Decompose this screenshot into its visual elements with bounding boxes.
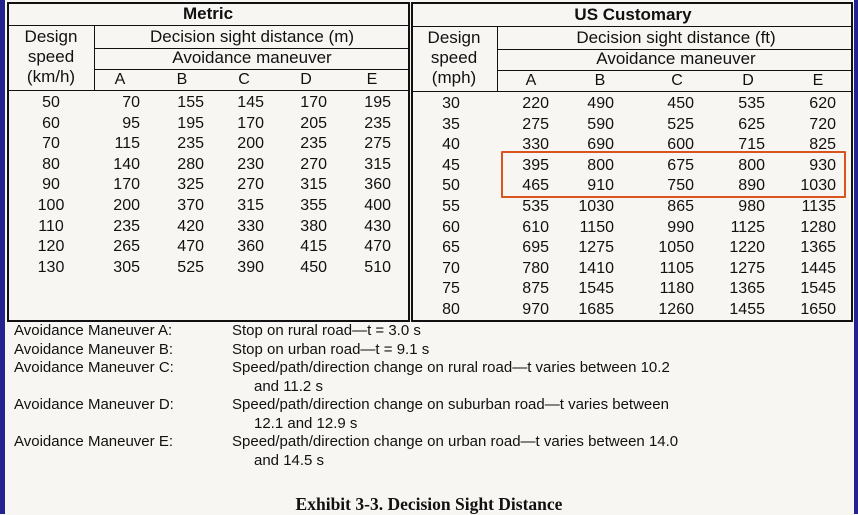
note-row [14,359,784,378]
metric-col-a: A [114,71,126,88]
us-distance-cell: 450 [667,95,694,112]
us-distance-cell: 490 [587,95,614,112]
metric-col-e: E [366,71,378,88]
us-distance-cell: 525 [667,115,694,133]
note-text-continued: and 14.5 s [254,451,325,469]
us-speed-cell: 35 [442,115,460,133]
metric-distance-cell: 265 [113,238,140,256]
note-label: Avoidance Maneuver D: [14,396,174,413]
us-distance-cell: 395 [522,156,549,174]
note-row [14,378,784,397]
us-col-b: B [594,72,606,89]
note-text: Stop on rural road—t = 3.0 s [232,322,421,339]
table-section-divider [408,2,413,322]
metric-distance-cell: 470 [177,238,204,256]
metric-distance-cell: 170 [113,176,140,194]
metric-distance-cell: 390 [237,258,264,276]
note-row [14,322,784,341]
us-distance-cell: 675 [667,156,694,174]
us-speed-cell: 30 [442,95,460,112]
us-distance-cell: 990 [667,218,694,236]
us-distance-cell: 600 [667,136,694,154]
metric-title-rule [9,25,408,26]
metric-distance-cell: 170 [300,94,327,111]
metric-speed-header-3: (km/h) [26,67,76,86]
metric-avoid-header: Avoidance maneuver [172,48,332,67]
metric-speed-cell: 50 [42,94,60,111]
us-distance-cell: 625 [738,115,765,133]
us-distance-cell: 910 [587,177,614,195]
us-distance-cell: 1275 [729,259,765,277]
us-distance-cell: 465 [522,177,549,195]
us-dsd-header: Decision sight distance (ft) [576,28,776,47]
metric-speed-cell: 80 [42,155,60,173]
metric-col-b: B [176,71,188,88]
metric-distance-cell: 195 [364,94,391,111]
metric-distance-cell: 315 [300,176,327,194]
us-distance-cell: 1105 [659,259,694,277]
us-col-e: E [812,72,824,89]
metric-distance-cell: 355 [300,197,327,214]
note-text: Speed/path/direction change on suburban road—t varies between [232,396,669,413]
note-text-continued: and 11.2 s [254,377,323,395]
metric-distance-cell: 280 [177,155,204,173]
metric-distance-cell: 145 [237,94,264,111]
metric-distance-cell: 270 [300,155,327,173]
us-distance-cell: 930 [809,156,836,174]
us-speed-cell: 75 [442,280,460,298]
note-label: Avoidance Maneuver C: [14,359,174,376]
metric-distance-cell: 525 [177,258,204,276]
us-distance-cell: 1410 [578,259,614,277]
us-title: US Customary [574,5,692,24]
metric-distance-cell: 370 [177,197,204,214]
us-speed-cell: 50 [442,177,460,195]
metric-avoid-rule [95,69,408,70]
us-distance-cell: 535 [522,198,549,215]
metric-speed-cell: 90 [42,176,60,194]
us-distance-cell: 695 [522,239,549,257]
note-row [14,452,784,471]
metric-distance-cell: 95 [122,114,140,132]
us-distance-cell: 980 [738,198,765,215]
us-speed-cell: 80 [442,301,460,318]
metric-distance-cell: 235 [177,135,204,153]
us-distance-cell: 970 [522,301,549,318]
note-text: Speed/path/direction change on urban road—t varies between 14.0 [232,433,679,450]
metric-header-vrule [94,25,95,90]
metric-distance-cell: 360 [237,238,264,256]
note-label: Avoidance Maneuver A: [14,322,173,339]
metric-speed-cell: 120 [37,238,65,256]
us-distance-cell: 1545 [800,280,836,298]
metric-distance-cell: 270 [237,176,264,194]
metric-distance-cell: 115 [114,135,140,153]
us-distance-cell: 825 [809,136,836,154]
metric-col-c: C [238,71,250,88]
note-row [14,396,784,415]
us-distance-cell: 1180 [659,280,694,298]
metric-distance-cell: 325 [177,176,204,194]
us-distance-cell: 800 [738,156,765,174]
metric-speed-header-1: Design [24,27,78,46]
metric-distance-cell: 235 [300,135,327,153]
metric-distance-cell: 170 [237,114,264,132]
metric-distance-cell: 70 [122,94,140,111]
us-col-a: A [525,72,537,89]
us-title-rule [413,26,851,27]
metric-distance-cell: 330 [237,217,264,235]
us-distance-cell: 220 [522,95,549,112]
note-text-continued: 12.1 and 12.9 s [254,414,358,432]
note-text: Stop on urban road—t = 9.1 s [232,340,430,358]
us-distance-cell: 1030 [800,177,836,195]
us-distance-cell: 890 [738,177,765,195]
us-distance-cell: 610 [522,218,549,236]
metric-distance-cell: 315 [364,155,391,173]
metric-distance-cell: 230 [237,155,264,173]
us-distance-cell: 1275 [578,239,614,257]
avoidance-notes [14,322,784,470]
us-distance-cell: 1365 [729,280,765,298]
us-avoid-rule [498,70,851,71]
exhibit-caption: Exhibit 3-3. Decision Sight Distance [295,494,563,514]
us-speed-cell: 60 [442,218,460,236]
us-distance-cell: 780 [522,259,549,277]
metric-distance-cell: 315 [237,197,264,214]
metric-speed-header-2: speed [27,47,75,66]
metric-distance-cell: 140 [113,155,140,173]
metric-distance-cell: 415 [300,238,327,256]
us-col-c: C [671,72,683,89]
us-distance-cell: 1365 [800,239,836,257]
window-border-right [854,0,858,514]
us-distance-cell: 865 [667,198,694,215]
metric-distance-cell: 235 [364,114,391,132]
us-distance-cell: 620 [809,95,836,112]
metric-distance-cell: 195 [177,114,204,132]
metric-dsd-header: Decision sight distance (m) [149,27,355,46]
metric-distance-cell: 450 [300,258,327,276]
us-speed-header-2: speed [430,48,478,67]
highlight-box [501,151,846,198]
us-distance-cell: 1220 [729,239,765,257]
metric-distance-cell: 400 [364,197,391,214]
metric-distance-cell: 420 [177,217,204,235]
us-distance-cell: 535 [738,95,765,112]
us-distance-cell: 750 [667,177,694,195]
us-distance-cell: 1030 [578,198,614,215]
us-avoid-header: Avoidance maneuver [596,49,756,68]
note-text: Speed/path/direction change on rural road—t varies between 10.2 [232,359,670,376]
metric-distance-cell: 430 [364,217,391,235]
metric-distance-cell: 510 [364,258,391,276]
note-row [14,433,784,452]
note-label: Avoidance Maneuver B: [14,340,173,358]
us-distance-cell: 1455 [729,301,765,318]
window-border-left [0,0,5,514]
metric-speed-cell: 110 [38,217,64,235]
us-distance-cell: 715 [738,136,765,154]
metric-distance-cell: 305 [113,258,140,276]
metric-speed-cell: 70 [42,135,60,153]
us-distance-cell: 1685 [578,301,614,318]
metric-title: Metric [182,4,234,23]
us-distance-cell: 800 [587,156,614,174]
us-distance-cell: 1280 [800,218,836,236]
metric-distance-cell: 200 [237,135,264,153]
metric-speed-cell: 130 [37,258,65,276]
us-distance-cell: 1650 [800,301,836,318]
us-distance-cell: 590 [587,115,614,133]
metric-speed-cell: 60 [42,114,60,132]
metric-header-bottom-rule [9,90,408,91]
note-label: Avoidance Maneuver E: [14,433,173,450]
metric-speed-cell: 100 [37,197,65,214]
us-speed-header-3: (mph) [431,68,477,87]
metric-distance-cell: 155 [177,94,204,111]
us-distance-cell: 1260 [658,301,694,318]
metric-distance-cell: 380 [300,217,327,235]
us-header-vrule [497,26,498,91]
us-distance-cell: 275 [522,115,549,133]
us-distance-cell: 1445 [800,259,836,277]
us-distance-cell: 1050 [658,239,694,257]
metric-distance-cell: 205 [300,114,327,132]
us-distance-cell: 1150 [579,218,614,236]
metric-distance-cell: 360 [364,176,391,194]
metric-distance-cell: 470 [364,238,391,256]
us-distance-cell: 1545 [578,280,614,298]
metric-distance-cell: 200 [113,197,140,214]
metric-col-d: D [300,71,312,88]
us-speed-cell: 65 [442,239,460,257]
us-distance-cell: 720 [809,115,836,133]
us-distance-cell: 875 [522,280,549,298]
us-speed-cell: 55 [442,198,460,215]
us-speed-header-1: Design [427,28,481,47]
note-row [14,341,784,360]
note-row [14,415,784,434]
us-speed-cell: 45 [442,156,460,174]
us-speed-cell: 40 [442,136,460,154]
us-distance-cell: 1125 [730,218,765,236]
us-distance-cell: 1135 [801,198,836,215]
us-distance-cell: 690 [587,136,614,154]
metric-distance-cell: 235 [113,217,140,235]
us-col-d: D [742,72,754,89]
us-distance-cell: 330 [522,136,549,154]
us-header-bottom-rule [413,91,851,92]
metric-distance-cell: 275 [364,135,391,153]
us-speed-cell: 70 [442,259,460,277]
